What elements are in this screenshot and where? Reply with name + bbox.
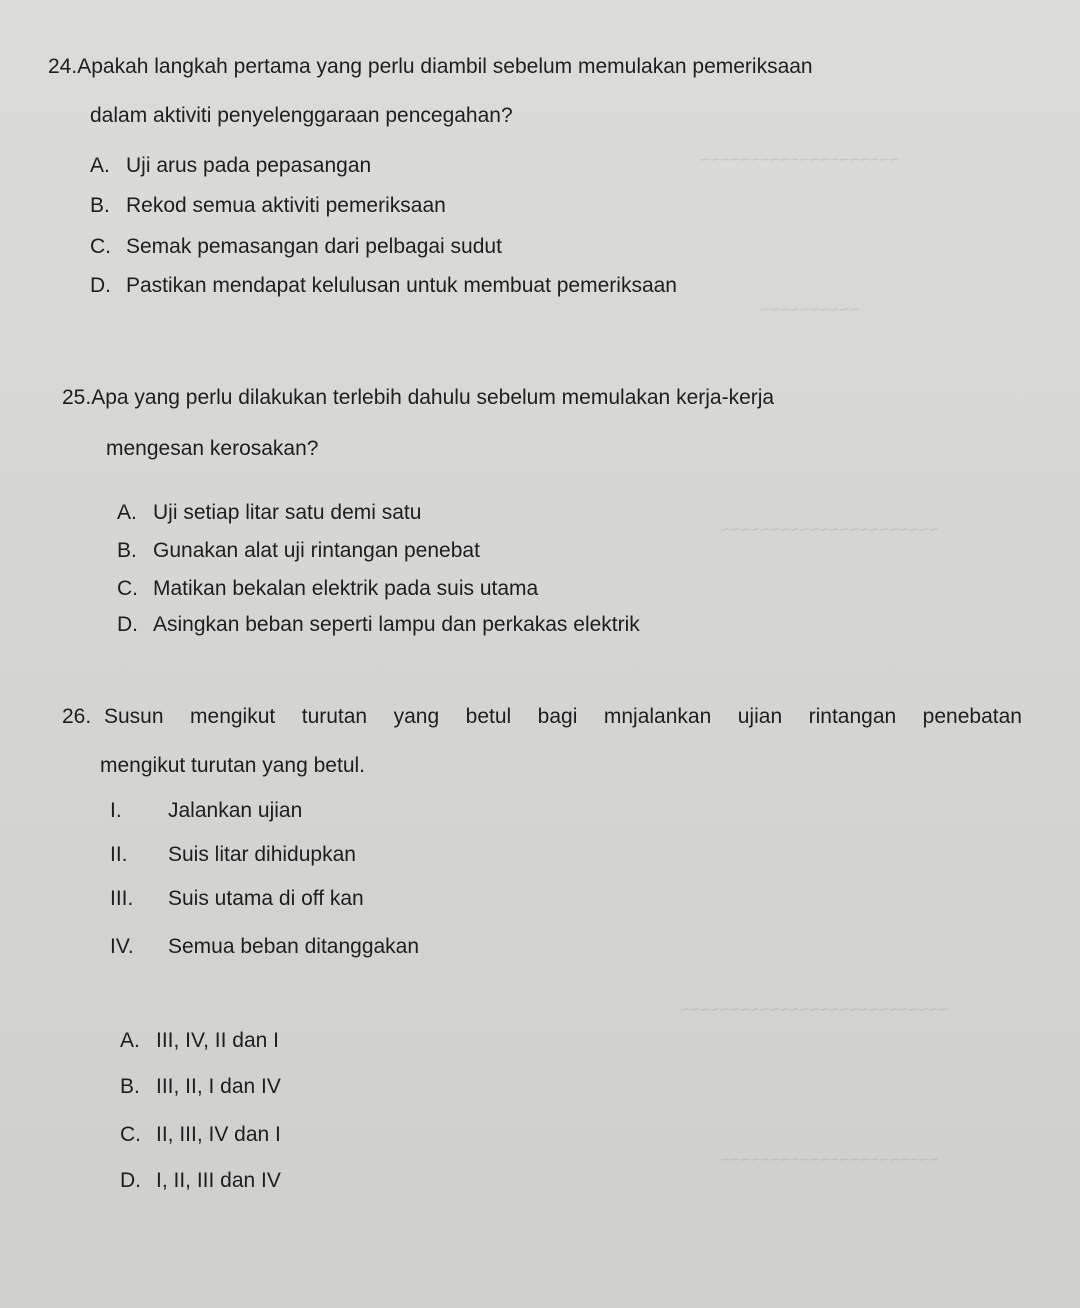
- question-26-stem-line2: mengikut turutan yang betul.: [100, 754, 366, 777]
- option-25-a: [117, 500, 421, 526]
- option-text: III, II, I dan IV: [156, 1075, 281, 1098]
- question-24-stem-line2: dalam aktiviti penyelenggaraan pencegahan?: [90, 104, 513, 127]
- question-text: Apakah langkah pertama yang perlu diambil sebelum memulakan pemeriksaan: [77, 55, 813, 78]
- option-24-d: [90, 273, 677, 299]
- option-25-b: [117, 538, 480, 564]
- word: turutan: [301, 705, 368, 728]
- step-iv: [110, 934, 419, 960]
- question-24-stem-line1: [48, 54, 813, 80]
- question-number: 26.: [62, 705, 92, 728]
- option-text: Uji arus pada pepasangan: [126, 154, 372, 177]
- bleed-through: ~~~~~~~~~~: [760, 300, 860, 319]
- step-numeral: III.: [110, 887, 134, 910]
- option-letter: B.: [120, 1075, 140, 1098]
- option-text: Asingkan beban seperti lampu dan perkakas elektrik: [153, 613, 640, 636]
- step-iii: [110, 886, 364, 912]
- step-numeral: I.: [110, 799, 122, 822]
- option-24-b: [90, 193, 446, 219]
- bleed-through: ~~~~~~~~~~~~~~~~~~~~~~: [720, 520, 939, 539]
- word: Susun: [104, 705, 164, 728]
- question-26-stem-line1: [62, 704, 1022, 730]
- step-text: Jalankan ujian: [168, 799, 303, 822]
- bleed-through: ~~~~~~~~~~~~~~~~~~~~: [700, 150, 899, 169]
- option-24-c: [90, 234, 502, 260]
- step-numeral: II.: [110, 843, 128, 866]
- option-letter: D.: [90, 274, 111, 297]
- option-25-d: [117, 612, 640, 638]
- word: yang: [393, 705, 440, 728]
- option-26-c: [120, 1122, 281, 1148]
- option-24-a: [90, 153, 371, 179]
- step-numeral: IV.: [110, 935, 134, 958]
- option-letter: C.: [120, 1123, 141, 1146]
- option-25-c: [117, 576, 538, 602]
- question-text: Apa yang perlu dilakukan terlebih dahulu sebelum memulakan kerja-kerja: [91, 386, 775, 409]
- option-letter: A.: [120, 1029, 140, 1052]
- option-text: Uji setiap litar satu demi satu: [153, 501, 422, 524]
- option-text: Matikan bekalan elektrik pada suis utama: [153, 577, 539, 600]
- option-text: II, III, IV dan I: [156, 1123, 281, 1146]
- option-letter: A.: [90, 154, 110, 177]
- option-text: Rekod semua aktiviti pemeriksaan: [126, 194, 446, 217]
- step-ii: [110, 842, 356, 868]
- step-text: Suis litar dihidupkan: [168, 843, 356, 866]
- option-text: Semak pemasangan dari pelbagai sudut: [126, 235, 502, 258]
- word: mnjalankan: [603, 705, 712, 728]
- question-number: 24.: [48, 55, 78, 78]
- option-letter: C.: [90, 235, 111, 258]
- word: betul: [465, 705, 512, 728]
- option-letter: D.: [120, 1169, 141, 1192]
- word: penebatan: [922, 705, 1022, 728]
- option-26-a: [120, 1028, 279, 1054]
- step-text: Suis utama di off kan: [168, 887, 364, 910]
- question-number: 25.: [62, 386, 92, 409]
- question-25-stem-line2: mengesan kerosakan?: [106, 437, 319, 460]
- step-text: Semua beban ditanggakan: [168, 935, 420, 958]
- option-text: I, II, III dan IV: [156, 1169, 281, 1192]
- word: ujian: [737, 705, 783, 728]
- option-letter: A.: [117, 501, 137, 524]
- question-25-stem-line1: [62, 385, 774, 411]
- option-letter: B.: [90, 194, 110, 217]
- option-letter: B.: [117, 539, 137, 562]
- question-text: [104, 704, 1022, 730]
- word: bagi: [537, 705, 578, 728]
- option-26-d: [120, 1168, 281, 1194]
- option-letter: C.: [117, 577, 138, 600]
- option-text: Gunakan alat uji rintangan penebat: [153, 539, 480, 562]
- option-text: Pastikan mendapat kelulusan untuk membuat pemeriksaan: [126, 274, 677, 297]
- bleed-through: ~~~~~~~~~~~~~~~~~~~~~~: [720, 1150, 939, 1169]
- option-text: III, IV, II dan I: [156, 1029, 279, 1052]
- option-letter: D.: [117, 613, 138, 636]
- bleed-through: ~~~~~~~~~~~~~~~~~~~~~~~~~~~: [680, 1000, 949, 1019]
- word: mengikut: [190, 705, 276, 728]
- step-i: [110, 798, 302, 824]
- word: rintangan: [808, 705, 897, 728]
- option-26-b: [120, 1074, 281, 1100]
